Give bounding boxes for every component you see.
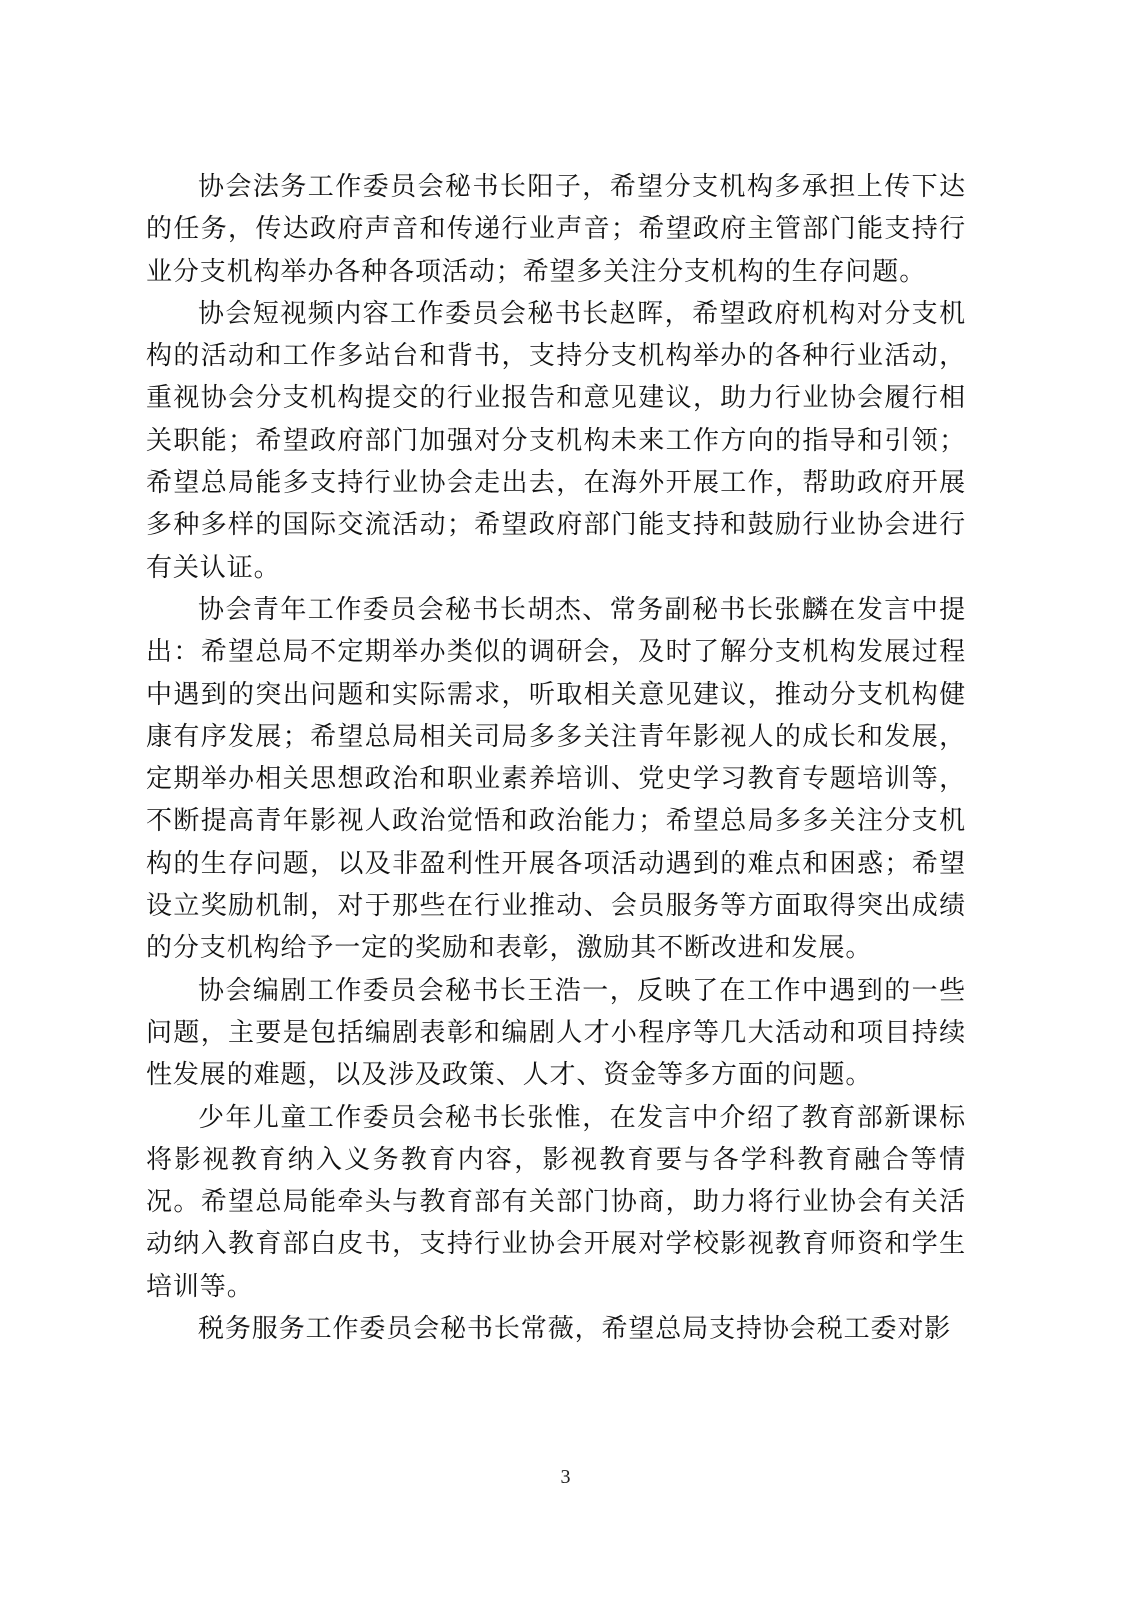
page-number: 3 xyxy=(560,1466,571,1488)
paragraph-legal-committee: 协会法务工作委员会秘书长阳子，希望分支机构多承担上传下达的任务，传达政府声音和传递行业声音；希望政府主管部门能支持行业分支机构举办各种各项活动；希望多关注分支机构的生存问题。 xyxy=(146,172,966,287)
paragraph-short-video-committee: 协会短视频内容工作委员会秘书长赵晖，希望政府机构对分支机构的活动和工作多站台和背书，支持分支机构举办的各种行业活动，重视协会分支机构提交的行业报告和意见建议，助力行业协会履行相关职能；希望政府部门加强对分支机构未来工作方向的指导和引领；希望总局能多支持行业协会走出去，在海外开展工作，帮助政府开展多种多样的国际交流活动；希望政府部门能支持和鼓励行业协会进行有关认证。 xyxy=(146,298,966,583)
paragraph-tax-committee: 税务服务工作委员会秘书长常薇，希望总局支持协会税工委对影 xyxy=(198,1314,952,1345)
paragraph-youth-committee: 协会青年工作委员会秘书长胡杰、常务副秘书长张麟在发言中提出：希望总局不定期举办类似的调研会，及时了解分支机构发展过程中遇到的突出问题和实际需求，听取相关意见建议，推动分支机构健康有序发展；希望总局相关司局多多关注青年影视人的成长和发展，定期举办相关思想政治和职业素养培训、党史学习教育专题培训等，不断提高青年影视人政治觉悟和政治能力；希望总局多多关注分支机构的生存问题，以及非盈利性开展各项活动遇到的难点和困惑；希望设立奖励机制，对于那些在行业推动、会员服务等方面取得突出成绩的分支机构给予一定的奖励和表彰，激励其不断改进和发展。 xyxy=(146,594,966,964)
paragraph-screenwriter-committee: 协会编剧工作委员会秘书长王浩一，反映了在工作中遇到的一些问题，主要是包括编剧表彰和编剧人才小程序等几大活动和项目持续性发展的难题，以及涉及政策、人才、资金等多方面的问题。 xyxy=(146,975,966,1091)
body-text xyxy=(146,166,966,1350)
paragraph-children-committee: 少年儿童工作委员会秘书长张惟，在发言中介绍了教育部新课标将影视教育纳入义务教育内容，影视教育要与各学科教育融合等情况。希望总局能牵头与教育部有关部门协商，助力将行业协会有关活动纳入教育部白皮书，支持行业协会开展对学校影视教育师资和学生培训等。 xyxy=(146,1102,966,1302)
